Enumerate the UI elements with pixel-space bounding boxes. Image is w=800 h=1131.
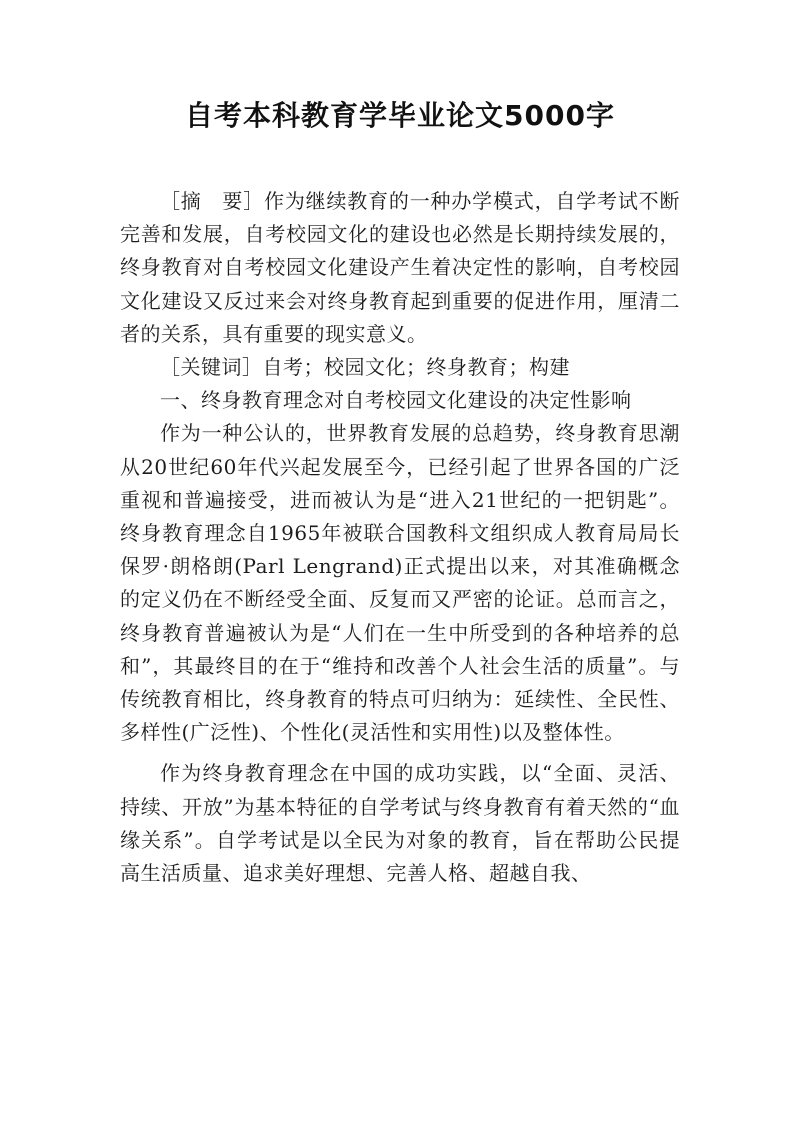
body-paragraph-2: 作为终身教育理念在中国的成功实践，以“全面、灵活、持续、开放”为基本特征的自学考试与终身教育有着天然的“血缘关系”。自学考试是以全民为对象的教育，旨在帮助公民提高生活质量、追求美好理想、完善人格、超越自我、 (120, 761, 680, 886)
keywords-paragraph: ［关键词］自考；校园文化；终身教育；构建 (160, 355, 570, 380)
abstract-paragraph: ［摘 要］作为继续教育的一种办学模式，自学考试不断完善和发展，自考校园文化的建设也必然是长期持续发展的，终身教育对自考校园文化建设产生着决定性的影响，自考校园文化建设又反过来会对终身教育起到重要的促进作用，厘清二者的关系，具有重要的现实意义。 (120, 189, 680, 346)
document-body (120, 185, 680, 890)
body-paragraph-1: 作为一种公认的，世界教育发展的总趋势，终身教育思潮从20世纪60年代兴起发展至今，已经引起了世界各国的广泛重视和普遍接受，进而被认为是“进入21世纪的一把钥匙”。终身教育理念自1965年被联合国教科文组织成人教育局局长保罗·朗格朗(Parl Lengrand)正式提出以来，对其准确概念的定义仍在不断经受全面、反复而又严密的论证。总而言之，终身教育普遍被认为是“人们在一生中所受到的各种培养的总和”，其最终目的在于“维持和改善个人社会生活的质量”。与传统教育相比，终身教育的特点可归纳为：延续性、全民性、多样性(广泛性)、个性化(灵活性和实用性)以及整体性。 (120, 421, 680, 745)
document-title: 自考本科教育学毕业论文5000字 (185, 99, 615, 132)
section-heading: 一、终身教育理念对自考校园文化建设的决定性影响 (160, 388, 632, 413)
